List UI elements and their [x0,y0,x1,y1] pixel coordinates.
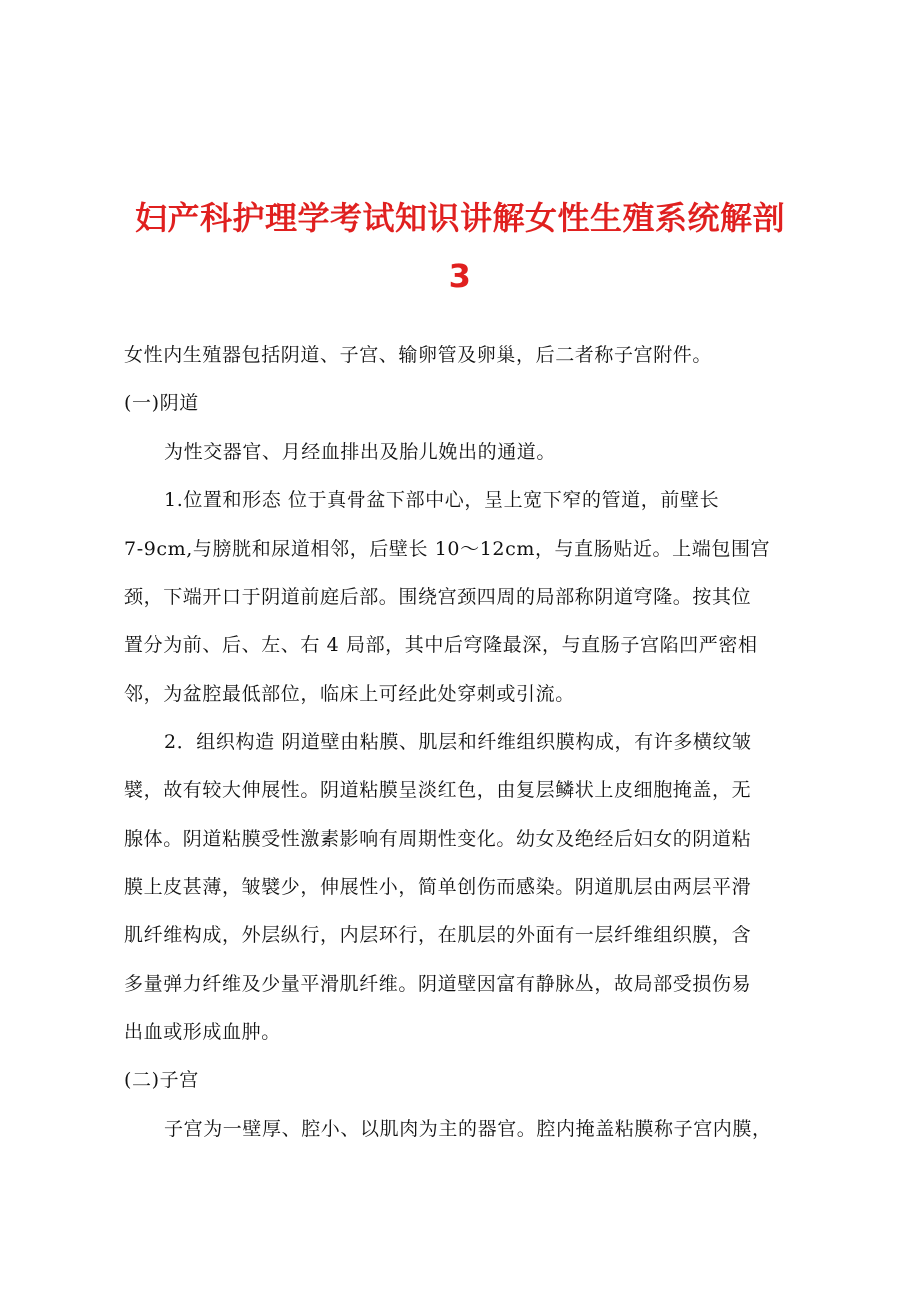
paragraph-line: 为性交器官、月经血排出及胎儿娩出的通道。 [164,441,557,463]
paragraph-line: 2．组织构造 阴道壁由粘膜、肌层和纤维组织膜构成，有许多横纹皱 [164,731,752,753]
paragraph-line: 出血或形成血肿。 [124,1021,281,1043]
paragraph-line: 邻，为盆腔最低部位，临床上可经此处穿刺或引流。 [124,683,575,705]
paragraph-line: 肌纤维构成，外层纵行，内层环行，在肌层的外面有一层纤维组织膜，含 [124,924,752,946]
section-heading: (二)子宫 [124,1069,199,1091]
document-title-line-2: 3 [448,257,472,295]
paragraph-line: 膜上皮甚薄，皱襞少，伸展性小，简单创伤而感染。阴道肌层由两层平滑 [124,876,752,898]
paragraph-line: 1.位置和形态 位于真骨盆下部中心，呈上宽下窄的管道，前壁长 [164,489,720,511]
paragraph-line: 腺体。阴道粘膜受性激素影响有周期性变化。幼女及绝经后妇女的阴道粘 [124,828,752,850]
paragraph-line: 颈，下端开口于阴道前庭后部。围绕宫颈四周的局部称阴道穹隆。按其位 [124,586,752,608]
paragraph-line: 襞，故有较大伸展性。阴道粘膜呈淡红色，由复层鳞状上皮细胞掩盖，无 [124,779,752,801]
section-heading: (一)阴道 [124,392,199,414]
paragraph-line: 置分为前、后、左、右 4 局部，其中后穹隆最深，与直肠子宫陷凹严密相 [124,634,758,656]
paragraph-line: 7-9cm,与膀胱和尿道相邻，后壁长 10～12cm，与直肠贴近。上端包围宫 [124,538,771,560]
paragraph-line: 多量弹力纤维及少量平滑肌纤维。阴道壁因富有静脉丛，故局部受损伤易 [124,973,752,995]
paragraph-line: 子宫为一壁厚、腔小、以肌肉为主的器官。腔内掩盖粘膜称子宫内膜， [164,1118,772,1140]
paragraph-line: 女性内生殖器包括阴道、子宫、输卵管及卵巢，后二者称子宫附件。 [124,344,713,366]
document-title-line-1: 妇产科护理学考试知识讲解女性生殖系统解剖 [134,199,785,237]
